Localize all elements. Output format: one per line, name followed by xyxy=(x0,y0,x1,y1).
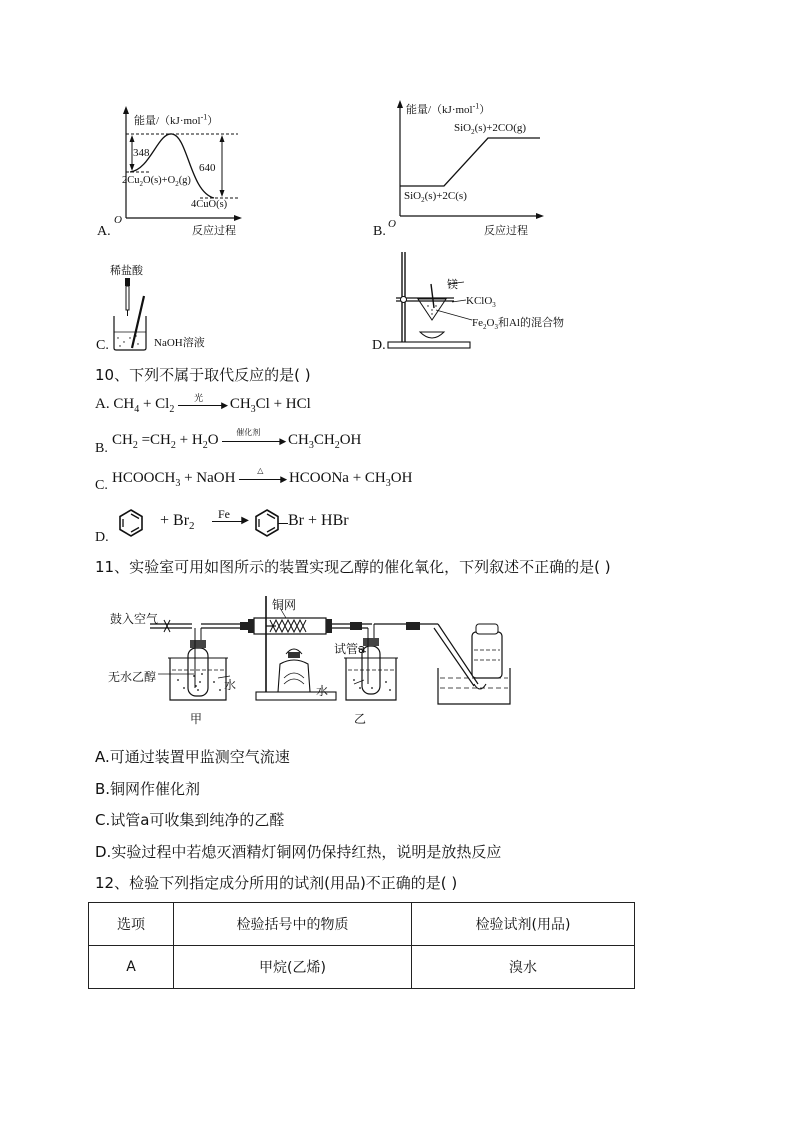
q10a-left-sub: 4 xyxy=(134,404,140,415)
q11-label-tube: 试管a xyxy=(334,642,366,656)
q10b-left-sub: 2 xyxy=(132,440,138,451)
q10b-plus-sub: 2 xyxy=(202,440,208,451)
q12-table xyxy=(88,902,635,989)
q11-label-air: 鼓入空气 xyxy=(110,612,159,626)
figd-label2-a: KClO xyxy=(466,295,493,307)
energy-diagram-b xyxy=(390,96,550,236)
q10a-arrow: 光 ▶ xyxy=(178,403,226,406)
figa-reactant-a: 2Cu xyxy=(122,175,140,186)
figa-reactant: $2Cu_2O(s)+O_2(g)$ xyxy=(122,175,191,189)
q11-label-ethanol: 无水乙醇 xyxy=(108,670,157,684)
q10-option-b xyxy=(112,428,362,451)
q11-label-water1: 水 xyxy=(224,678,237,692)
q10c-right-tail: OH xyxy=(390,470,413,486)
figa-reactant-b: O(s)+O xyxy=(143,175,176,186)
figb-ylabel-end: ） xyxy=(479,104,491,116)
q10c-right: HCOONa + CH xyxy=(288,470,386,486)
figc-option: C. xyxy=(96,338,109,353)
figb-origin: O xyxy=(388,218,396,230)
figa-xlabel: 反应过程 xyxy=(192,225,236,237)
q10b-mid-sub: 2 xyxy=(170,440,176,451)
q11-label-water2: 水 xyxy=(316,684,329,698)
q10d-plus-text: + Br xyxy=(160,512,190,529)
q12-header-reagent: 检验试剂(用品) xyxy=(412,903,635,946)
figd-label3-b: O xyxy=(486,317,495,329)
q11-option-b: B.铜网作催化剂 xyxy=(95,780,201,798)
q10a-left: CH xyxy=(113,396,135,412)
q10a-plus: + Cl xyxy=(139,396,170,412)
figb-xlabel: 反应过程 xyxy=(484,225,528,237)
q10-option-a xyxy=(95,396,311,415)
q12-header-substance: 检验括号中的物质 xyxy=(174,903,412,946)
q10b-plus-end: O xyxy=(207,432,219,448)
q10c-cond: △ xyxy=(257,466,264,476)
q11-label-yi: 乙 xyxy=(354,712,367,726)
figa-val1: 348 xyxy=(133,147,150,159)
figb-reactant-b: (s)+2C(s) xyxy=(424,190,467,202)
q10d-arrow: Fe ▶ xyxy=(212,521,246,522)
q12-stem: 12、检验下列指定成分所用的试剂(用品)不正确的是( ) xyxy=(95,874,458,892)
figb-ylabel-sup: -1 xyxy=(472,101,480,111)
q10a-plus-sub: 2 xyxy=(169,404,175,415)
q10d-right: Br + HBr xyxy=(288,512,349,529)
figb-product: SiO$_2$(s)+2CO(g) xyxy=(454,122,527,137)
figd-option: D. xyxy=(372,338,386,353)
q10b-right: CH xyxy=(288,432,309,448)
figb-ylabel-main: 能量/（kJ·mol xyxy=(406,104,473,116)
q12-header-option: 选项 xyxy=(89,903,174,946)
q10-stem: 10、下列不属于取代反应的是( ) xyxy=(95,366,311,384)
q10b-left: CH xyxy=(112,432,133,448)
q10c-left: HCOOCH xyxy=(112,470,176,486)
q11-stem: 11、实验室可用如图所示的装置实现乙醇的催化氧化，下列叙述不正确的是( ) xyxy=(95,558,611,576)
q10a-right: CH xyxy=(229,396,251,412)
q12-cell-reagent: 溴水 xyxy=(412,946,635,989)
q10c-arrow: △ ▶ xyxy=(239,477,285,480)
figd-label2-sub: 3 xyxy=(492,301,496,310)
q12-header-row xyxy=(89,903,635,946)
figa-ylabel-end: ） xyxy=(207,115,219,127)
q11-label-copper: 铜网 xyxy=(272,598,297,612)
figd-label3-a: Fe xyxy=(472,317,483,329)
q10b-label: B. xyxy=(95,441,108,456)
figb-option: B. xyxy=(373,224,386,239)
q10b-mid: =CH xyxy=(137,432,171,448)
q10d-label: D. xyxy=(95,530,109,545)
benzene-ring-icon xyxy=(116,508,146,538)
q10a-cond: 光 xyxy=(194,394,204,405)
figa-ylabel xyxy=(134,112,218,128)
figd-leaders xyxy=(430,276,493,336)
q10b-plus: + H xyxy=(175,432,203,448)
figd-label3-c: 和Al的混合物 xyxy=(497,317,564,329)
figa-ylabel-main: 能量/（kJ·mol xyxy=(134,115,201,127)
figb-reactant-a: SiO xyxy=(404,190,422,202)
figa-product: 4CuO(s) xyxy=(191,199,228,210)
figure-b xyxy=(390,96,550,236)
figb-product-a: SiO xyxy=(454,122,472,134)
figc-base: NaOH溶液 xyxy=(154,337,205,349)
q10a-label: A. xyxy=(95,396,110,412)
q10b-right-mid: CH xyxy=(313,432,335,448)
q10d-plus xyxy=(160,512,195,532)
figa-option: A. xyxy=(97,224,111,239)
q10b-right-tail: OH xyxy=(339,432,362,448)
figa-reactant-c: (g) xyxy=(178,175,191,186)
figa-origin: O xyxy=(114,214,122,226)
q10c-plus: + NaOH xyxy=(180,470,236,486)
q11-apparatus xyxy=(100,588,520,728)
q10-option-c xyxy=(112,466,413,489)
q10b-arrow: 催化剂 ▶ xyxy=(222,439,284,442)
q12-cell-substance: 甲烷(乙烯) xyxy=(174,946,412,989)
q11-option-c: C.试管a可收集到纯净的乙醛 xyxy=(95,811,285,829)
q10c-right-sub: 3 xyxy=(385,478,391,489)
q10b-right-sub: 3 xyxy=(308,440,314,451)
figd-label3: $Fe_2O_3$和Al的混合物 xyxy=(472,317,564,332)
figb-ylabel xyxy=(406,101,490,117)
q10c-label: C. xyxy=(95,478,108,493)
q10a-right-sub: 3 xyxy=(250,404,256,415)
ethanol-oxidation-apparatus xyxy=(100,588,520,728)
q11-option-d: D.实验过程中若熄灭酒精灯铜网仍保持红热，说明是放热反应 xyxy=(95,843,502,861)
q10b-right-mid-sub: 2 xyxy=(334,440,340,451)
q11-option-a: A.可通过装置甲监测空气流速 xyxy=(95,748,290,766)
q10d-plus-sub: 2 xyxy=(189,520,195,533)
q12-cell-option: A xyxy=(89,946,174,989)
figa-val2: 640 xyxy=(199,162,216,174)
q10d-bond xyxy=(278,523,288,524)
q11-label-jia: 甲 xyxy=(190,712,203,726)
figa-ylabel-sup: -1 xyxy=(200,112,208,122)
q10b-cond: 催化剂 xyxy=(236,428,261,438)
figb-reactant: SiO$_2$(s)+2C(s) xyxy=(404,190,467,205)
table-row xyxy=(89,946,635,989)
q10c-left-sub: 3 xyxy=(175,478,181,489)
figd-label1: 镁 xyxy=(447,278,458,291)
q10d-cond: Fe xyxy=(218,507,230,521)
figb-product-b: (s)+2CO(g) xyxy=(474,122,527,134)
q10a-right-tail: Cl + HCl xyxy=(255,396,311,412)
figc-acid: 稀盐酸 xyxy=(110,264,143,277)
